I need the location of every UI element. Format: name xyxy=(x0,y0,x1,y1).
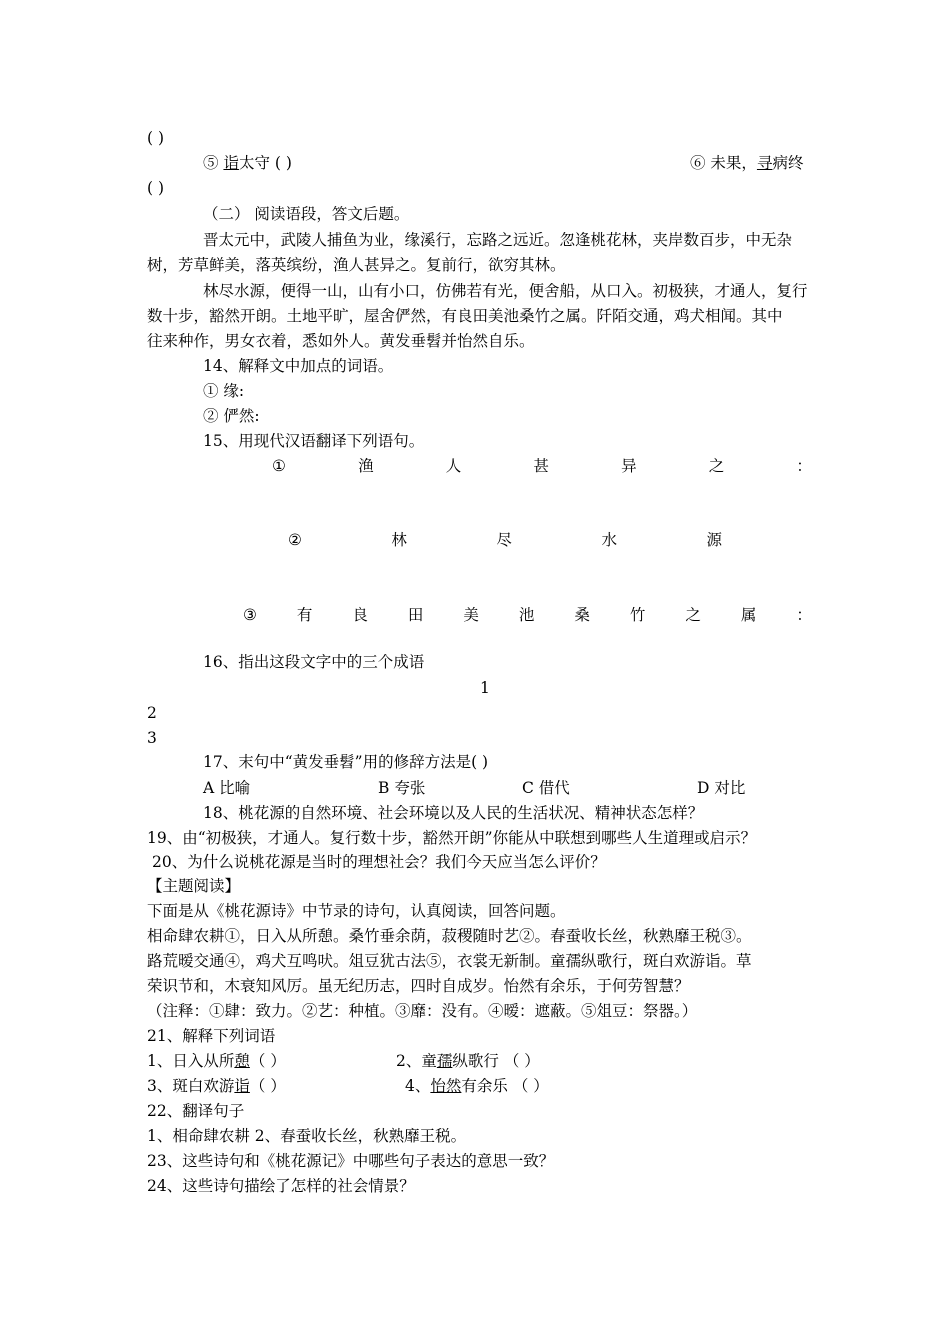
item-6-text: ⑥ 未果， xyxy=(690,154,757,172)
poem-notes: （注释：①肆：致力。②艺：种植。③靡：没有。④暧：遮蔽。⑤俎豆：祭器。） xyxy=(147,1002,698,1020)
item-5-text: 太守 ( ) xyxy=(238,154,292,172)
item-6-underlined-word: 寻 xyxy=(756,154,773,172)
question-14-item-2: ② 俨然: xyxy=(203,407,260,425)
option-b: B 夸张 xyxy=(378,779,426,797)
item-6 xyxy=(690,152,803,174)
question-24: 24、这些诗句描绘了怎样的社会情景？ xyxy=(147,1177,415,1195)
poem-line: 路荒暧交通④，鸡犬互鸣吠。俎豆犹古法⑤，衣裳无新制。童孺纵歌行，斑白欢游诣。草 xyxy=(147,952,752,970)
question-15: 15、用现代汉语翻译下列语句。 xyxy=(203,432,425,450)
item-5-underlined-word: 诣 xyxy=(223,154,239,172)
option-c: C 借代 xyxy=(522,779,570,797)
question-14-item-1: ① 缘: xyxy=(203,382,245,400)
option-d: D 对比 xyxy=(697,779,746,797)
idiom-number-2: 2 xyxy=(147,704,157,722)
underlined-word: 孺 xyxy=(436,1052,453,1070)
passage-line: 数十步，豁然开朗。土地平旷，屋舍俨然，有良田美池桑竹之属。阡陌交通，鸡犬相闻。其中 xyxy=(147,307,783,325)
question-22: 22、翻译句子 xyxy=(147,1102,245,1120)
question-14: 14、解释文中加点的词语。 xyxy=(203,357,394,375)
question-16: 16、指出这段文字中的三个成语 xyxy=(203,653,425,671)
question-21-item-3: 3、斑白欢游诣（ ） xyxy=(147,1077,286,1095)
passage-line: 林尽水源，便得一山，山有小口，仿佛若有光，便舍船，从口入。初极狭，才通人，复行 xyxy=(203,282,808,300)
translate-sentence-3: ③ 有 良 田 美 池 桑 竹 之 属 ： xyxy=(243,606,812,624)
underlined-word: 诣 xyxy=(234,1077,250,1095)
underlined-word: 憩 xyxy=(234,1052,250,1070)
question-21-item-2: 2、童孺纵歌行 （ ） xyxy=(396,1052,540,1070)
question-21: 21、解释下列词语 xyxy=(147,1027,276,1045)
idiom-number-1: 1 xyxy=(480,679,490,697)
idiom-number-3: 3 xyxy=(147,729,157,747)
translate-sentence-2: ② 林 尽 水 源 xyxy=(288,531,722,549)
question-17: 17、末句中“黄发垂髫”用的修辞方法是( ) xyxy=(203,753,489,771)
answer-blank: ( ) xyxy=(147,129,165,147)
item-6-text-end: 病终 xyxy=(772,154,804,172)
passage-line: 往来种作，男女衣着，悉如外人。黄发垂髫并怡然自乐。 xyxy=(147,332,535,350)
question-23: 23、这些诗句和《桃花源记》中哪些句子表达的意思一致？ xyxy=(147,1152,555,1170)
question-21-item-1: 1、日入从所憩（ ） xyxy=(147,1052,286,1070)
theme-intro: 下面是从《桃花源诗》中节录的诗句，认真阅读，回答问题。 xyxy=(147,902,566,920)
answer-blank: ( ) xyxy=(147,179,165,197)
item-5-number: ⑤ xyxy=(203,154,224,172)
question-18: 18、桃花源的自然环境、社会环境以及人民的生活状况、精神状态怎样？ xyxy=(203,804,704,822)
option-a: A 比喻 xyxy=(203,779,251,797)
translate-sentence-1: ① 渔 人 甚 异 之 ： xyxy=(272,457,812,475)
question-19: 19、由“初极狭，才通人。复行数十步，豁然开朗”你能从中联想到哪些人生道理或启示？ xyxy=(147,829,757,847)
item-5 xyxy=(203,152,292,174)
question-21-item-4: 4、怡然有余乐 （ ） xyxy=(405,1077,549,1095)
passage-line: 树，芳草鲜美，落英缤纷，渔人甚异之。复前行，欲穷其林。 xyxy=(147,256,566,274)
question-20: 20、为什么说桃花源是当时的理想社会？我们今天应当怎么评价？ xyxy=(152,853,606,871)
section-heading: （二） 阅读语段，答文后题。 xyxy=(203,205,410,223)
theme-heading: 【主题阅读】 xyxy=(147,877,241,895)
poem-line: 相命肆农耕①，日入从所憩。桑竹垂余荫，菽稷随时艺②。春蚕收长丝，秋熟靡王税③。 xyxy=(147,927,752,945)
question-22-items: 1、相命肆农耕 2、春蚕收长丝，秋熟靡王税。 xyxy=(147,1127,467,1145)
passage-line: 晋太元中，武陵人捕鱼为业，缘溪行，忘路之远近。忽逢桃花林，夹岸数百步，中无杂 xyxy=(203,231,793,249)
poem-line: 荣识节和，木衰知风厉。虽无纪历志，四时自成岁。怡然有余乐，于何劳智慧？ xyxy=(147,977,690,995)
underlined-word: 怡然 xyxy=(430,1077,462,1095)
